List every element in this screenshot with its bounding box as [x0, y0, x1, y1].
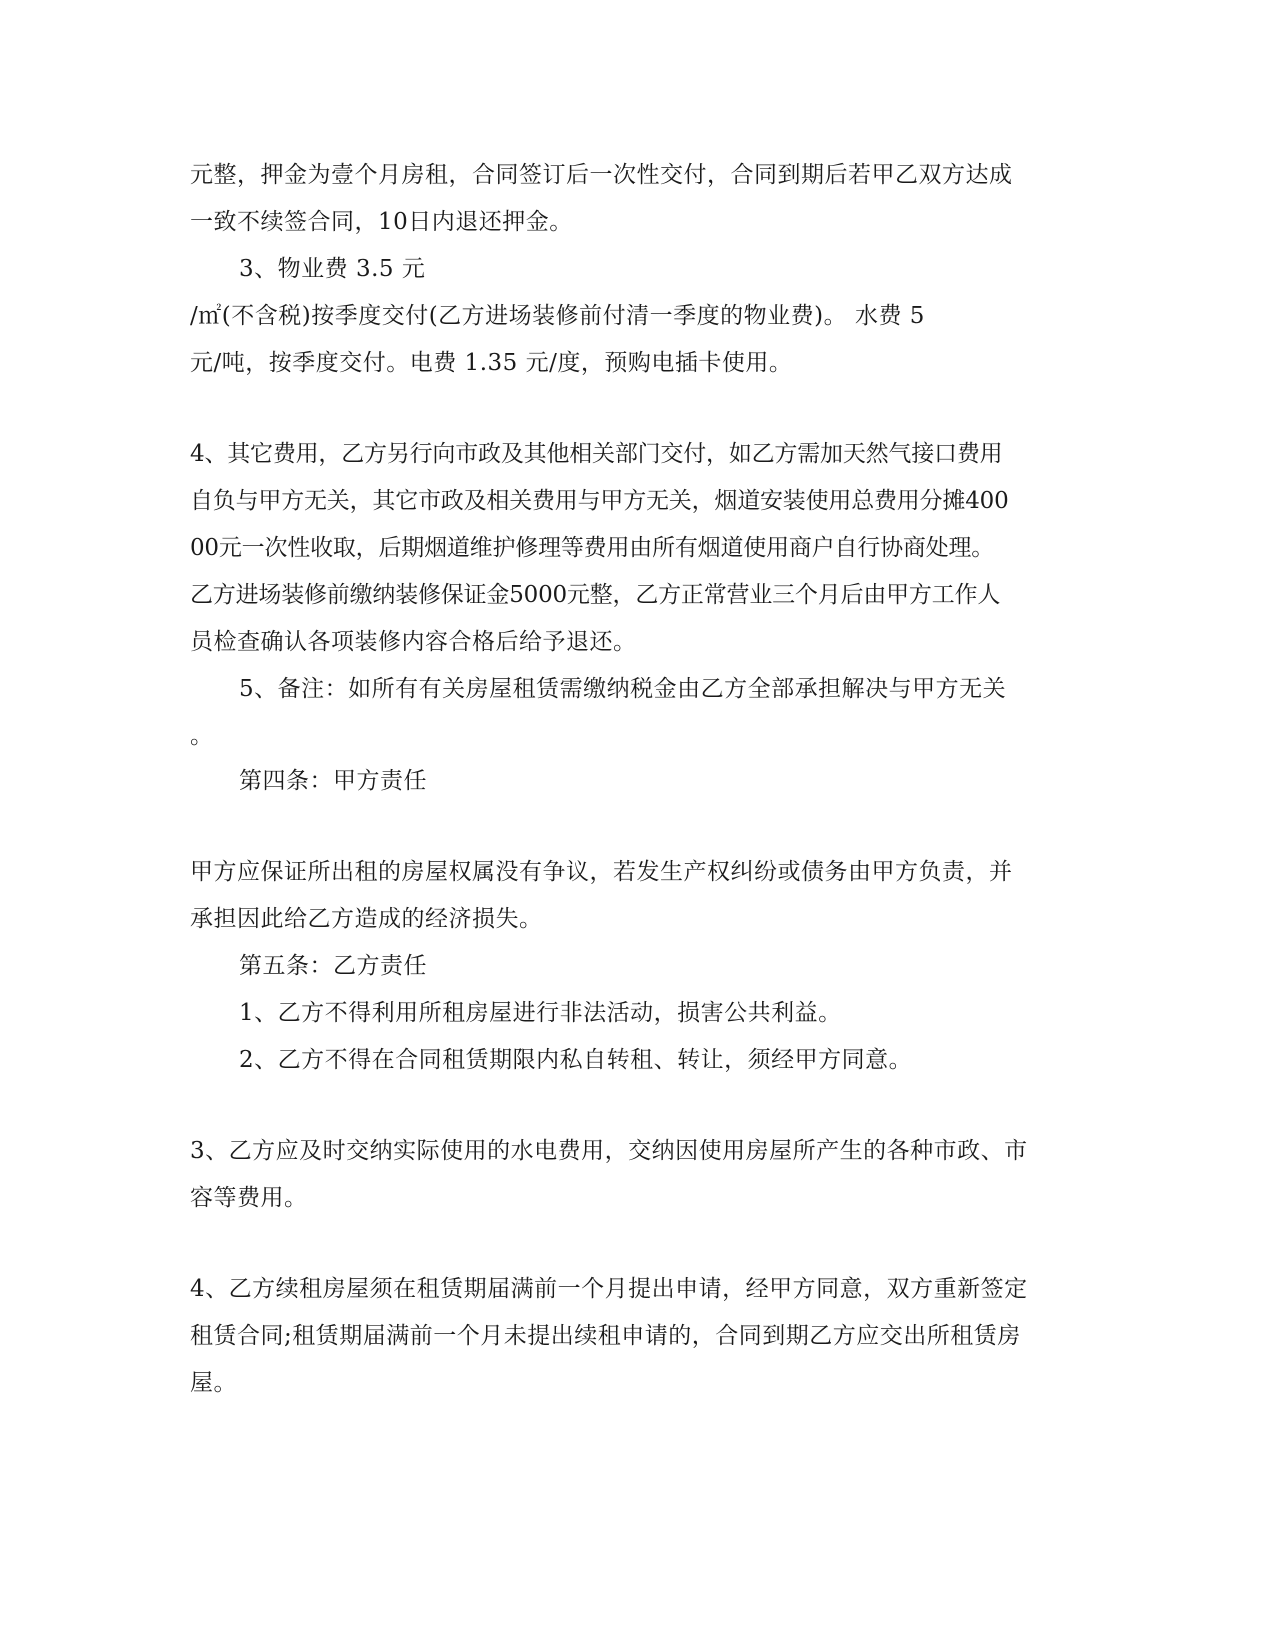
text-line: 5、备注：如所有有关房屋租赁需缴纳税金由乙方全部承担解决与甲方无关 [239, 676, 1007, 702]
text-line: 自负与甲方无关，其它市政及相关费用与甲方无关，烟道安装使用总费用分摊400 [190, 488, 1009, 514]
text-line: 屋。 [190, 1370, 237, 1396]
text-line: 4、乙方续租房屋须在租赁期届满前一个月提出申请，经甲方同意，双方重新签定 [190, 1276, 1028, 1302]
text-line: 一致不续签合同，10日内退还押金。 [190, 209, 573, 235]
text-line: 3、物业费 3.5 元 [239, 256, 426, 282]
section-heading: 第四条：甲方责任 [239, 768, 427, 794]
section-heading: 第五条：乙方责任 [239, 953, 427, 979]
text-line: 2、乙方不得在合同租赁期限内私自转租、转让，须经甲方同意。 [239, 1047, 913, 1073]
text-line: 甲方应保证所出租的房屋权属没有争议，若发生产权纠纷或债务由甲方负责，并 [190, 859, 1013, 885]
text-line: 乙方进场装修前缴纳装修保证金5000元整，乙方正常营业三个月后由甲方工作人 [190, 582, 1001, 608]
text-line: 员检查确认各项装修内容合格后给予退还。 [190, 629, 637, 655]
text-line: 元整，押金为壹个月房租，合同签订后一次性交付，合同到期后若甲乙双方达成 [190, 162, 1013, 188]
text-line: /㎡(不含税)按季度交付(乙方进场装修前付清一季度的物业费)。 水费 5 [190, 303, 925, 329]
text-line: 4、其它费用，乙方另行向市政及其他相关部门交付，如乙方需加天然气接口费用 [190, 441, 1003, 467]
text-line: 3、乙方应及时交纳实际使用的水电费用，交纳因使用房屋所产生的各种市政、市 [190, 1138, 1028, 1164]
text-line: 元/吨，按季度交付。电费 1.35 元/度，预购电插卡使用。 [190, 350, 793, 376]
text-line: 容等费用。 [190, 1185, 308, 1211]
text-line: 租赁合同;租赁期届满前一个月未提出续租申请的，合同到期乙方应交出所租赁房 [190, 1323, 1021, 1349]
text-line: 1、乙方不得利用所租房屋进行非法活动，损害公共利益。 [239, 1000, 842, 1026]
text-line: 00元一次性收取，后期烟道维护修理等费用由所有烟道使用商户自行协商处理。 [190, 535, 995, 561]
text-line: 承担因此给乙方造成的经济损失。 [190, 906, 543, 932]
text-line: 。 [190, 723, 214, 749]
